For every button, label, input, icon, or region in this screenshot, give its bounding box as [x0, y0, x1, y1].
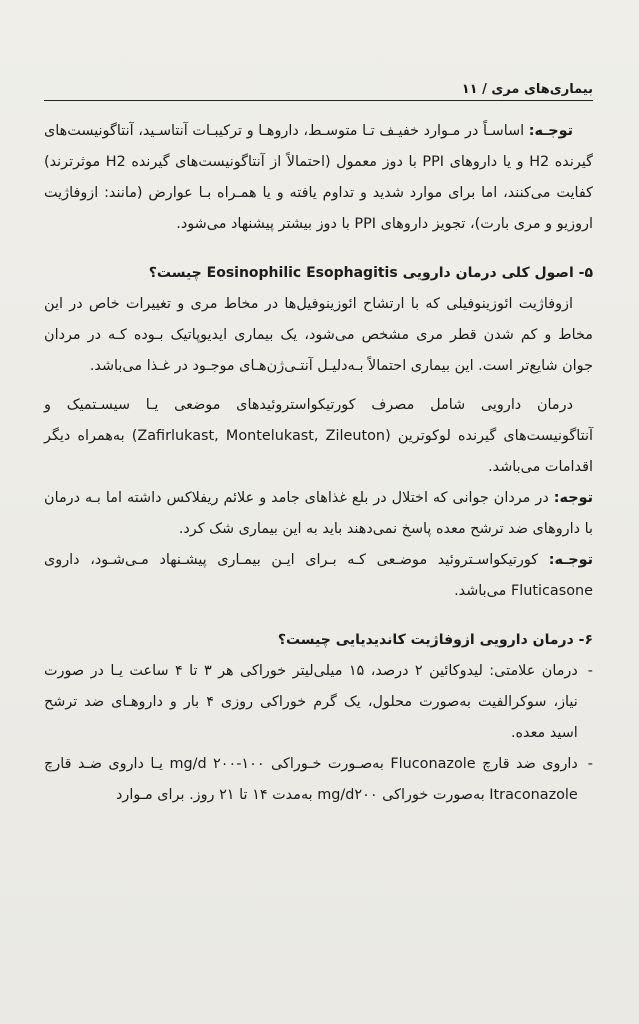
bullet-dash: -	[587, 756, 593, 772]
note-text: کورتیکواسـتروئید موضـعی کـه بـرای ایـن بیمـاری پیشـنهاد مـی‌شـود، داروی Fluticasone می‌باشد.	[44, 552, 593, 599]
question-6-heading: ۶- درمان دارویی ازوفاژیت کاندیدیایی چیست؟	[277, 632, 593, 648]
q5-paragraph-1: ازوفاژیت ائوزینوفیلی که با ارتشاح ائوزینوفیل‌ها در مخاط مری و تغییرات خاص در این مخاط و کم شدن قطر مری مشخص می‌شود، یک بیماری ایدیوپاتیک بـوده کـه در مردان جوان شایع‌تر است. این بیماری احتمالاً بـه‌دلیـل آنتـی‌ژن‌هـای موجـود در غـذا می‌باشد.	[44, 296, 593, 374]
page-number: ۱۱	[461, 82, 478, 97]
note-text: اساسـاً در مـوارد خفیـف تـا متوسـط، داروهـا و ترکیبـات آنتاسـید، آنتاگونیست‌های گیرنده H2 و یا داروهای PPI با دوز معمول (احتمالاً از آنتاگونیست‌های گیرنده H2 موثرترند) کفایت می‌کنند، اما برای موارد شدید و تداوم یافته و یا همـراه بـا عوارض (مانند: ازوفاژیت اروزیو و مری بارت)، تجویز داروهای PPI با دوز بیشتر پیشنهاد می‌شود.	[44, 123, 593, 232]
q5-paragraph-2: درمان دارویی شامل مصرف کورتیکواستروئیدهای موضعی یـا سیسـتمیک و آنتاگونیست‌های گیرنده لوکوترین (Zafirlukast, Montelukast, Zileuton) به‌همراه دیگر اقدامات می‌باشد.	[44, 397, 593, 475]
q5-note-b	[44, 545, 593, 607]
list-item-text: داروی ضد قارچ Fluconazole به‌صـورت خـوراکی mg/d ۲۰۰-۱۰۰ یـا داروی ضـد قارچ Itraconazole به‌صورت خوراکی mg/d۲۰۰ به‌مدت ۱۴ تا ۲۱ روز. برای مـوارد	[44, 756, 578, 803]
note-paragraph	[44, 116, 593, 240]
chapter-title-text: بیماری‌های مری	[491, 82, 593, 97]
note-label: توجـه:	[548, 552, 593, 568]
page-body	[44, 116, 593, 811]
chapter-title	[462, 82, 593, 100]
list-item-text: درمان علامتی: لیدوکائین ۲ درصد، ۱۵ میلی‌لیتر خوراکی هر ۳ تا ۴ ساعت یـا در صورت نیاز، سوکرالفیت به‌صورت محلول، یک گرم خوراکی روزی ۴ بار و داروهـای ضد ترشح اسید معده.	[44, 663, 578, 741]
running-header	[44, 76, 593, 101]
note-label: توجه:	[553, 490, 593, 506]
question-5-heading: ۵- اصول کلی درمان دارویی Eosinophilic Esophagitis چیست؟	[148, 265, 593, 281]
list-item	[44, 656, 593, 749]
list-item	[44, 749, 593, 811]
note-label: توجـه:	[528, 123, 573, 139]
q5-note-a	[44, 483, 593, 545]
header-separator: /	[482, 82, 487, 97]
note-text: در مردان جوانی که اختلال در بلع غذاهای جامد و علائم ریفلاکس داشته اما بـه درمان با داروهای ضد ترشح معده پاسخ نمی‌دهند باید به این بیماری شک کرد.	[44, 490, 593, 537]
bullet-dash: -	[587, 663, 593, 679]
